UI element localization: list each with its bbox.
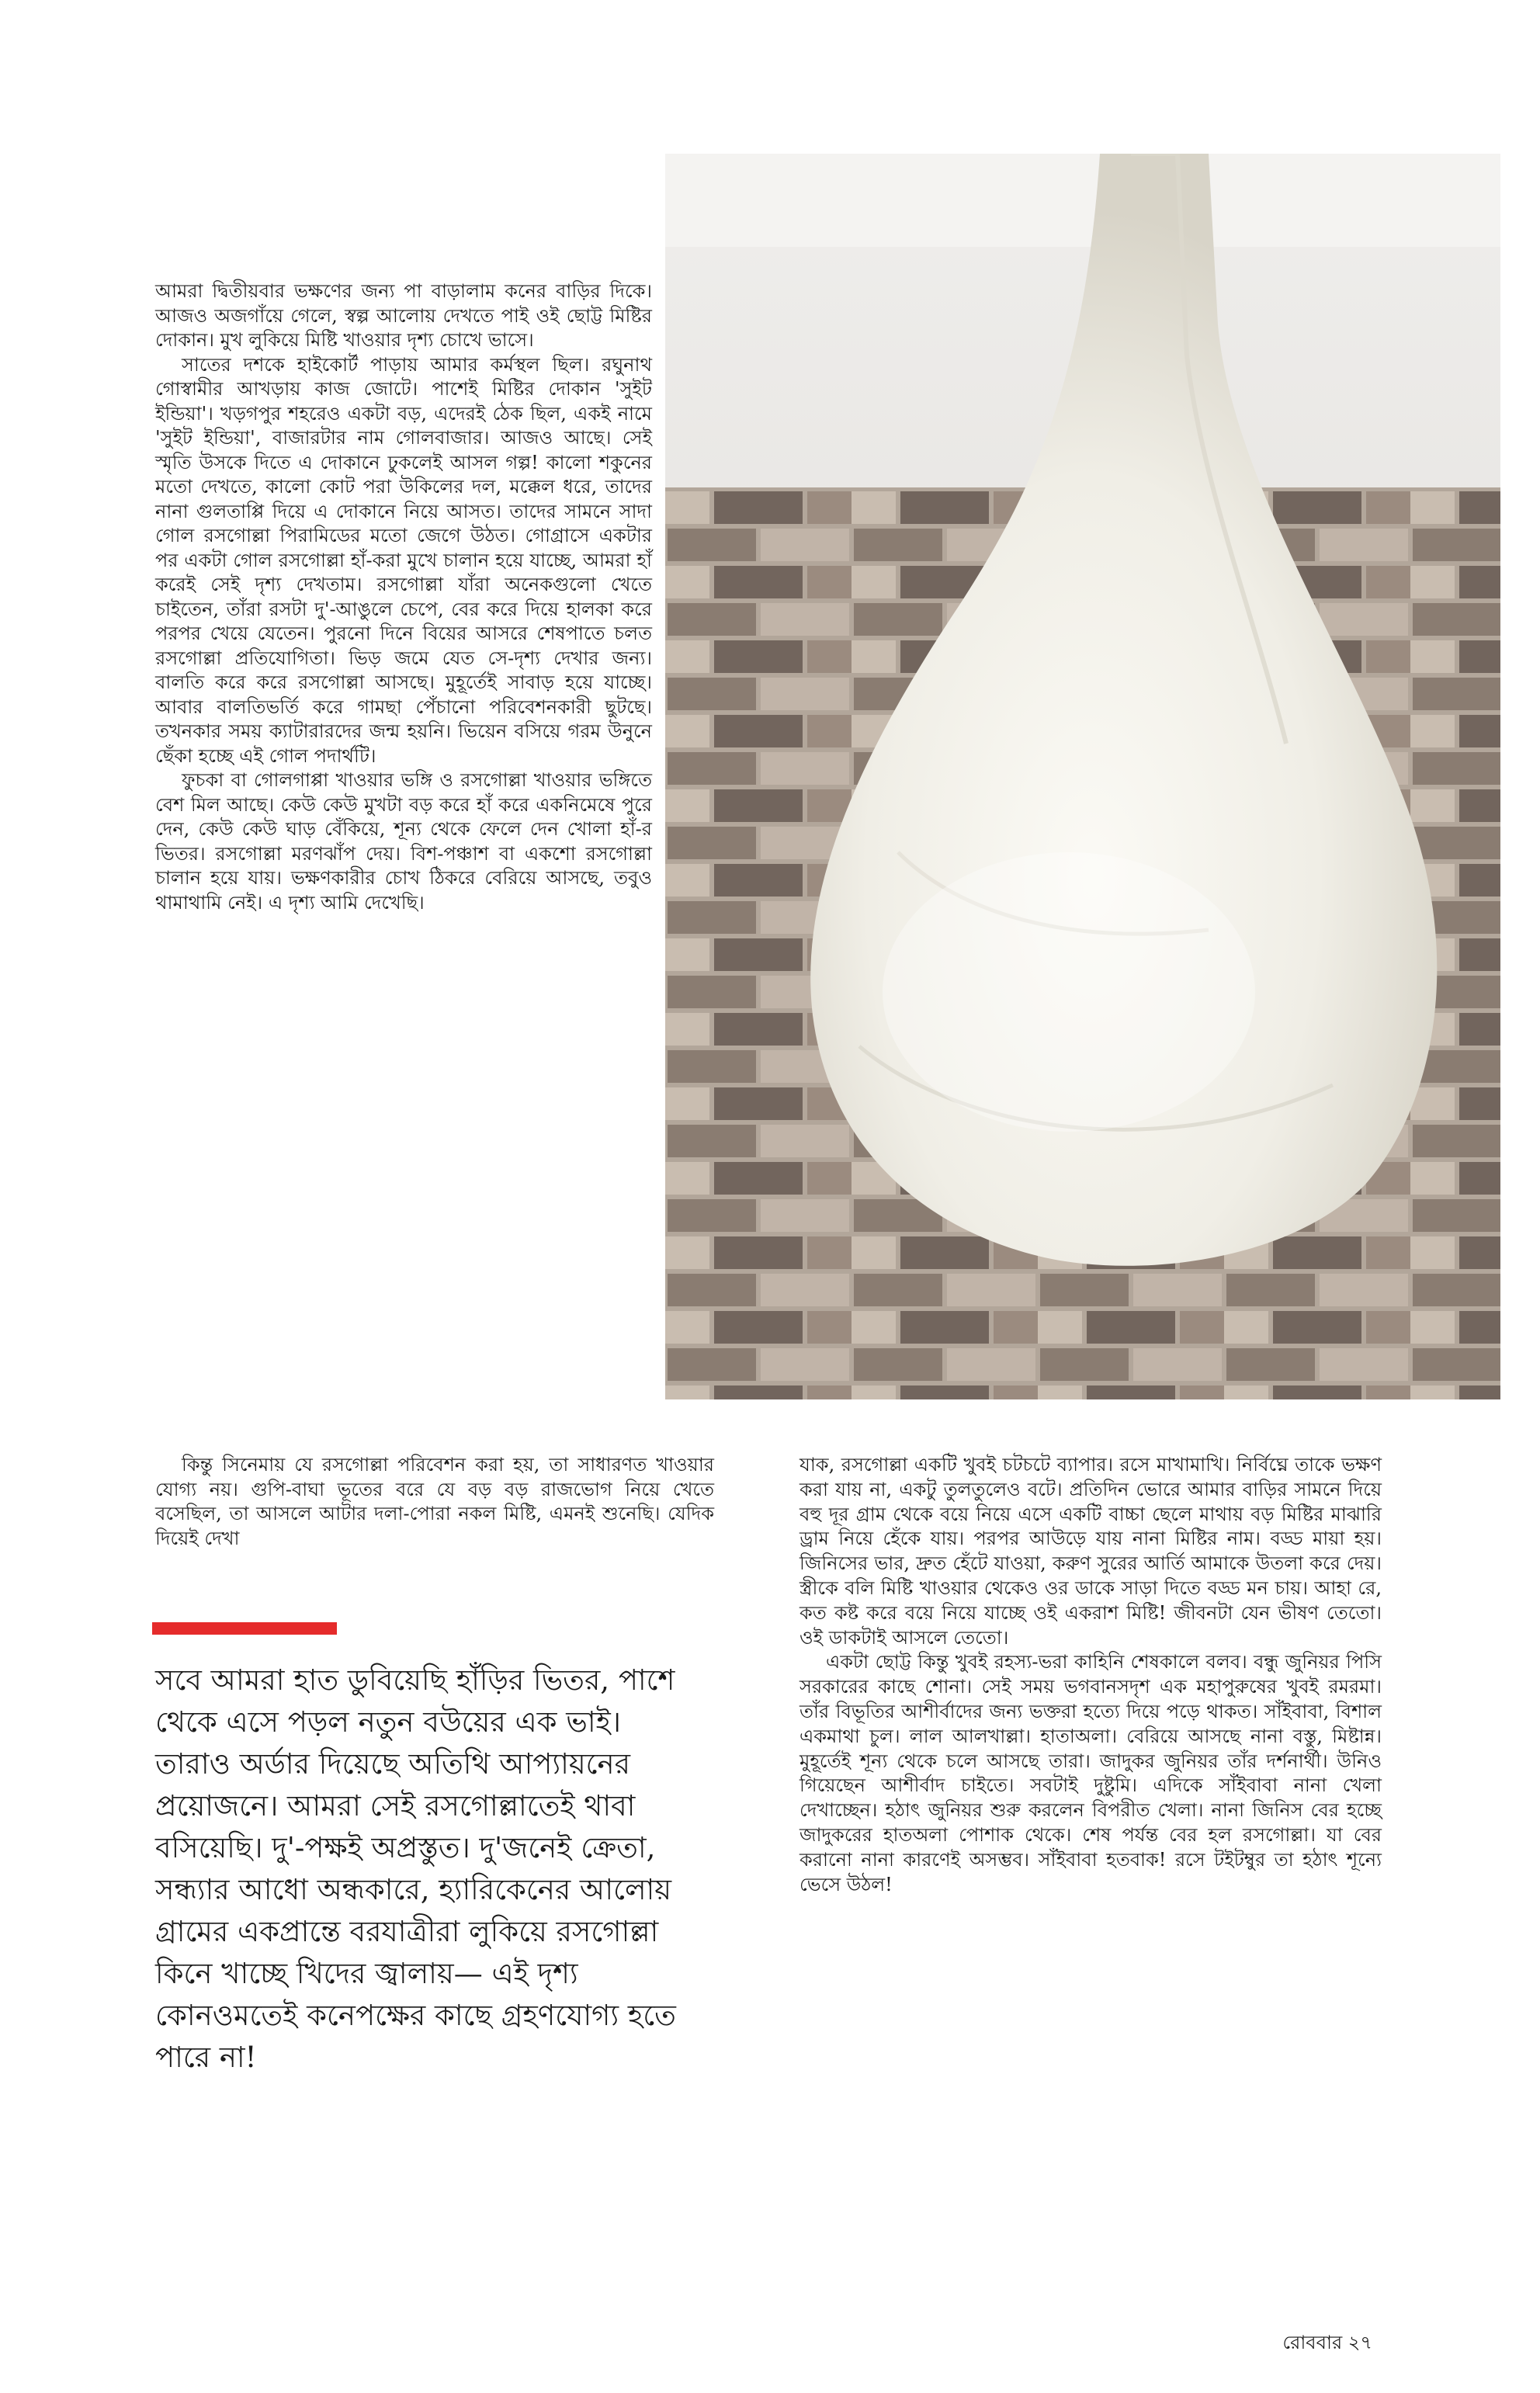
paragraph: আমরা দ্বিতীয়বার ভক্ষণের জন্য পা বাড়ালাম কনের বাড়ির দিকে। আজও অজগাঁয়ে গেলে, স্বল্প আলোয় দেখতে পাই ওই ছোট্ট মিষ্টির দোকান। মুখ লুকিয়ে মিষ্টি খাওয়ার দৃশ্য চোখে ভাসে। [155, 280, 652, 351]
hanging-cheesecloth-photo [665, 154, 1500, 1399]
pull-quote: সবে আমরা হাত ডুবিয়েছি হাঁড়ির ভিতর, পাশে থেকে এসে পড়ল নতুন বউয়ের এক ভাই। তারাও অর্ডার দিয়েছে অতিথি আপ্যায়নের প্রয়োজনে। আমরা সেই রসগোল্লাতেই থাবা বসিয়েছি। দু'-পক্ষই অপ্রস্তুত। দু'জনেই ক্রেতা, সন্ধ্যার আধো অন্ধকারে, হ্যারিকেনের আলোয় গ্রামের একপ্রান্তে বরযাত্রীরা লুকিয়ে রসগোল্লা কিনে খাচ্ছে খিদের জ্বালায়— এই দৃশ্য কোনওমতেই কনেপক্ষের কাছে গ্রহণযোগ্য হতে পারে না! [155, 1663, 676, 2074]
paragraph: একটা ছোট্ট কিন্তু খুবই রহস্য-ভরা কাহিনি শেষকালে বলব। বন্ধু জুনিয়র পিসি সরকারের কাছে শোনা। সেই সময় ভগবানসদৃশ এক মহাপুরুষের খুবই রমরমা। তাঁর বিভূতির আশীর্বাদের জন্য ভক্তরা হত্যে দিয়ে পড়ে থাকত। সাঁইবাবা, বিশাল একমাথা চুল। লাল আলখাল্লা। হাতাঅলা। বেরিয়ে আসছে নানা বস্তু, মিষ্টান্ন। মুহূর্তেই শূন্য থেকে চলে আসছে তারা। জাদুকর জুনিয়র তাঁর দর্শনার্থী। উনিও গিয়েছেন আশীর্বাদ চাইতে। সবটাই দুষ্টুমি। এদিকে সাঁইবাবা নানা খেলা দেখাচ্ছেন। হঠাৎ জুনিয়র শুরু করলেন বিপরীত খেলা। নানা জিনিস বের হচ্ছে জাদুকরের হাতঅলা পোশাক থেকে। শেষ পর্যন্ত বের হল রসগোল্লা। যা বের করানো নানা কারণেই অসম্ভব। সাঁইবাবা হতবাক! রসে টইটম্বুর তা হঠাৎ শূন্যে ভেসে উঠল! [799, 1651, 1382, 1895]
photo-illustration [665, 154, 1500, 1399]
paragraph: যাক, রসগোল্লা একটি খুবই চটচটে ব্যাপার। রসে মাখামাখি। নির্বিঘ্নে তাকে ভক্ষণ করা যায় না, একটু তুলতুলেও বটে। প্রতিদিন ভোরে আমার বাড়ির সামনে দিয়ে বহু দূর গ্রাম থেকে বয়ে নিয়ে এসে একটি বাচ্চা ছেলে মাথায় বড় মিষ্টির মাঝারি ড্রাম নিয়ে হেঁকে যায়। পরপর আউড়ে যায় নানা মিষ্টির নাম। বড্ড মায়া হয়। জিনিসের ভার, দ্রুত হেঁটে যাওয়া, করুণ সুরের আর্তি আমাকে উতলা করে দেয়। স্ত্রীকে বলি মিষ্টি খাওয়ার থেকেও ওর ডাকে সাড়া দিতে বড্ড মন চায়। আহা রে, কত কষ্ট করে বয়ে নিয়ে যাচ্ছে ওই একরাশ মিষ্টি! জীবনটা যেন ভীষণ তেতো। ওই ডাকটাই আসলে তেতো। [799, 1454, 1382, 1649]
left-column-body [155, 279, 652, 915]
pull-quote-accent-bar [152, 1622, 337, 1635]
page-folio: রোববার ২৭ [1282, 2332, 1372, 2353]
paragraph: সাতের দশকে হাইকোর্ট পাড়ায় আমার কর্মস্থল ছিল। রঘুনাথ গোস্বামীর আখড়ায় কাজ জোটে। পাশেই মিষ্টির দোকান 'সুইট ইন্ডিয়া'। খড়গপুর শহরেও একটা বড়, এদেরই ঠেক ছিল, একই নামে 'সুইট ইন্ডিয়া', বাজারটার নাম গোলবাজার। আজও আছে। সেই স্মৃতি উসকে দিতে এ দোকানে ঢুকলেই আসল গল্প! কালো শকুনের মতো দেখতে, কালো কোট পরা উকিলের দল, মক্কেল ধরে, তাদের নানা গুলতাপ্পি দিয়ে এ দোকানে নিয়ে আসত। তাদের সামনে সাদা গোল রসগোল্লা পিরামিডের মতো জেগে উঠত। গোগ্রাসে একটার পর একটা গোল রসগোল্লা হাঁ-করা মুখে চালান হয়ে যাচ্ছে, আমরা হাঁ করেই সেই দৃশ্য দেখতাম। রসগোল্লা যাঁরা অনেকগুলো খেতে চাইতেন, তাঁরা রসটা দু'-আঙুলে চেপে, বের করে দিয়ে হালকা করে পরপর খেয়ে যেতেন। পুরনো দিনে বিয়ের আসরে শেষপাতে চলত রসগোল্লা প্রতিযোগিতা। ভিড় জমে যেত সে-দৃশ্য দেখার জন্য। বালতি করে করে রসগোল্লা আসছে। মুহূর্তেই সাবাড় হয়ে যাচ্ছে। আবার বালতিভর্তি করে গামছা পেঁচানো পরিবেশনকারী ছুটছে। তখনকার সময় ক্যাটারারদের জন্ম হয়নি। ভিয়েন বসিয়ে গরম উনুনে ছেঁকা হচ্ছে এই গোল পদার্থটি। [155, 353, 652, 767]
spanning-paragraph-block [155, 1453, 714, 1551]
paragraph: ফুচকা বা গোলগাপ্পা খাওয়ার ভঙ্গি ও রসগোল্লা খাওয়ার ভঙ্গিতে বেশ মিল আছে। কেউ কেউ মুখটা বড় করে হাঁ করে একনিমেষে পুরে দেন, কেউ কেউ ঘাড় বেঁকিয়ে, শূন্য থেকে ফেলে দেন খোলা হাঁ-র ভিতর। রসগোল্লা মরণঝাঁপ দেয়। বিশ-পঞ্চাশ বা একশো রসগোল্লা চালান হয়ে যায়। ভক্ষণকারীর চোখ ঠিকরে বেরিয়ে আসছে, তবুও থামাথামি নেই। এ দৃশ্য আমি দেখেছি। [155, 769, 652, 914]
right-column-body [799, 1453, 1382, 1897]
paragraph: কিন্তু সিনেমায় যে রসগোল্লা পরিবেশন করা হয়, তা সাধারণত খাওয়ার যোগ্য নয়। গুপি-বাঘা ভূতের বরে যে বড় বড় রাজভোগ নিয়ে খেতে বসেছিল, তা আসলে আটার দলা-পোরা নকল মিষ্টি, এমনই শুনেছি। যেদিক দিয়েই দেখা [155, 1454, 714, 1549]
